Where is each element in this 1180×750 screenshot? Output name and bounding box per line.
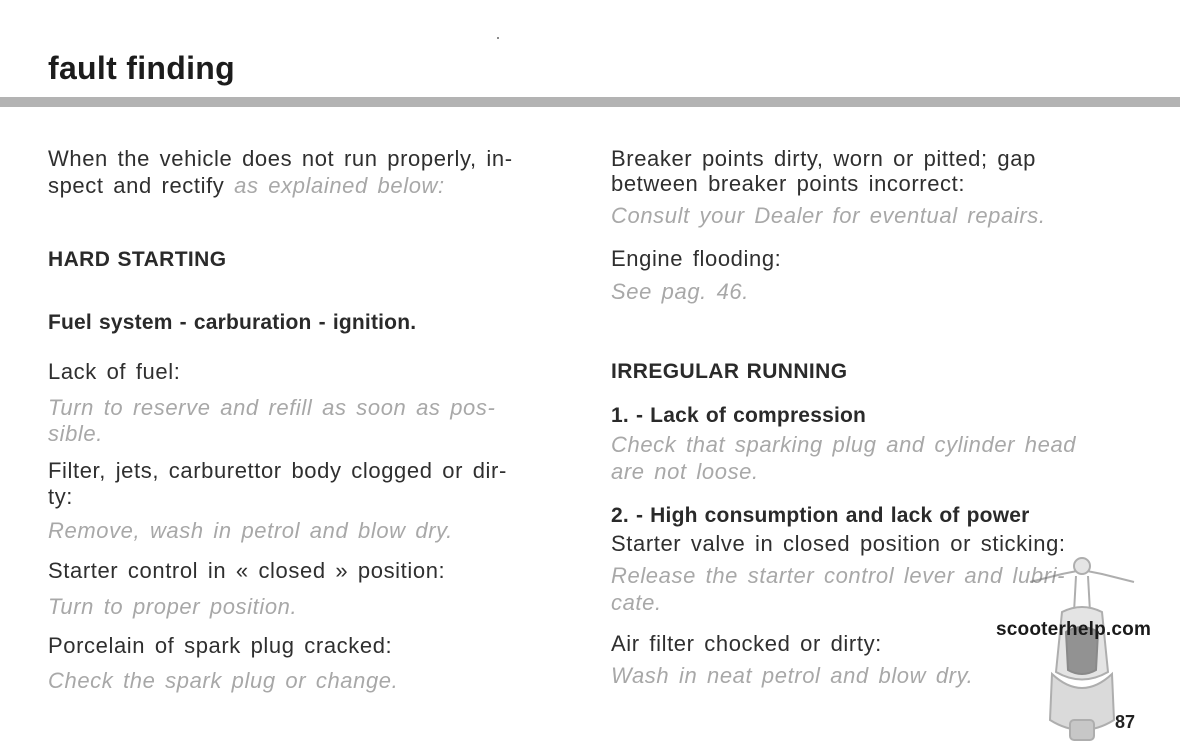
remedy-air-filter: Wash in neat petrol and blow dry. [611,663,974,688]
intro-line-2-text: spect and rectify [48,173,225,198]
remedy-filter: Remove, wash in petrol and blow dry. [48,518,453,543]
title-divider [0,97,1180,107]
page-number: 87 [1115,712,1136,732]
remedy-starter-control: Turn to proper position. [48,594,298,619]
remedy-lack-of-fuel-2: sible. [48,421,103,446]
remedy-starter-valve-1: Release the starter control lever and lubri- [611,563,1066,588]
section-heading-irregular-running: IRREGULAR RUNNING [611,360,848,383]
fault-starter-control: Starter control in « closed » position: [48,558,446,583]
section-heading-hard-starting: HARD STARTING [48,248,227,271]
fault-breaker-2: between breaker points incorrect: [611,171,966,196]
intro-line-2-hint: as explained below: [234,173,445,198]
subheading-fuel-system: Fuel system - carburation - ignition. [48,311,417,334]
watermark-text: scooterhelp.com [996,619,1152,640]
fault-porcelain: Porcelain of spark plug cracked: [48,633,393,658]
fault-filter-2: ty: [48,484,74,509]
fault-lack-of-fuel: Lack of fuel: [48,359,181,384]
intro-line-1: When the vehicle does not run properly, in- [48,146,513,171]
fault-starter-valve: Starter valve in closed position or sticking: [611,531,1066,556]
fault-air-filter: Air filter chocked or dirty: [611,631,882,656]
fault-breaker-1: Breaker points dirty, worn or pitted; gap [611,146,1036,171]
remedy-lack-of-fuel-1: Turn to reserve and refill as soon as pos- [48,395,496,420]
remedy-breaker: Consult your Dealer for eventual repairs. [611,203,1046,228]
remedy-porcelain: Check the spark plug or change. [48,668,399,693]
page-title: fault finding [48,50,235,86]
remedy-compression-1: Check that sparking plug and cylinder head [611,432,1077,457]
intro-line-2 [48,173,445,199]
subheading-compression: 1. - Lack of compression [611,404,867,427]
remedy-compression-2: are not loose. [611,459,759,484]
remedy-starter-valve-2: cate. [611,590,662,615]
fault-flooding: Engine flooding: [611,246,782,271]
subheading-consumption: 2. - High consumption and lack of power [611,504,1030,527]
speck [497,37,499,39]
remedy-flooding: See pag. 46. [611,279,749,304]
fault-filter-1: Filter, jets, carburettor body clogged or dir- [48,458,507,483]
